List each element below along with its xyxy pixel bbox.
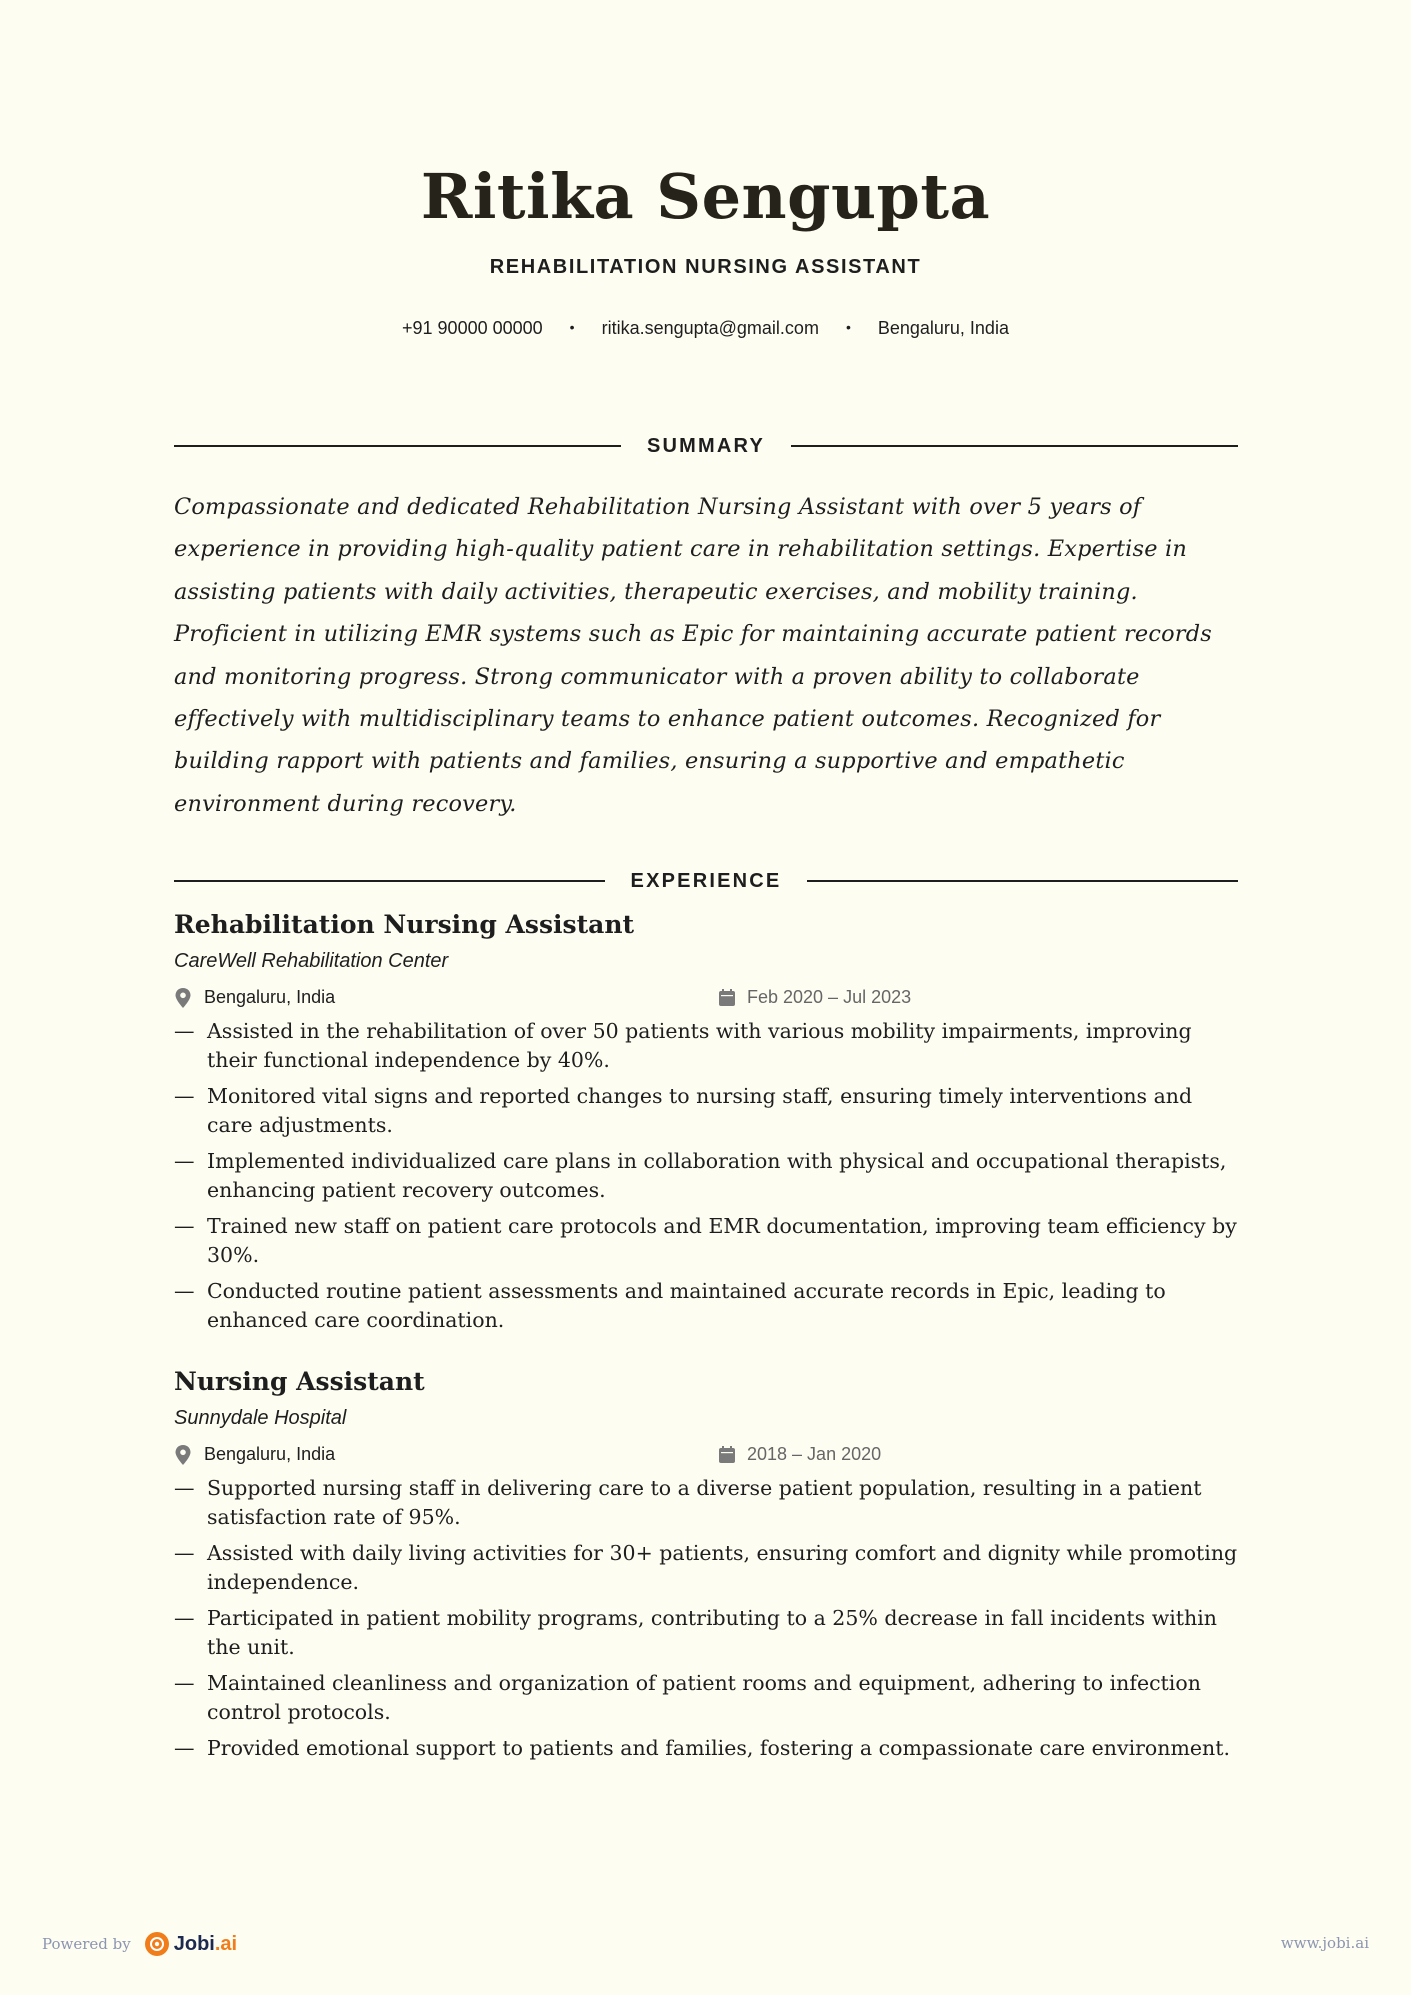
calendar-icon [719, 989, 735, 1006]
jobi-logo-text: Jobi.ai [173, 1932, 238, 1955]
job-title: Rehabilitation Nursing Assistant [174, 910, 635, 939]
job-dates [719, 1444, 881, 1465]
contact-separator: • [845, 318, 851, 335]
calendar-icon [719, 1446, 735, 1463]
job-location-text: Bengaluru, India [204, 1444, 336, 1464]
bullet-text: Supported nursing staff in delivering care to a diverse patient population, resulting in a patient satisfaction rate of 95%. [207, 1476, 1202, 1529]
bullet-text: Provided emotional support to patients and families, fostering a compassionate care environment. [207, 1736, 1230, 1760]
powered-by-text: Powered by [42, 1935, 131, 1953]
experience-heading-label: EXPERIENCE [630, 869, 782, 892]
list-item: — Monitored vital signs and reported changes to nursing staff, ensuring timely interventions and care adjustments. [174, 1084, 1193, 1137]
summary-text: Compassionate and dedicated Rehabilitation Nursing Assistant with over 5 years of experience in providing high-quality patient care in rehabilitation settings. Expertise in assisting patients with daily activities, therapeutic exercises, and mobility training. Proficient in utilizing EMR systems such as Epic for maintaining accurate patient records and monitoring progress. Strong communicator with a proven ability to collaborate effectively with multidisciplinary teams to enhance patient outcomes. Recognized for building rapport with patients and families, ensuring a supportive and empathetic environment during recovery. [174, 494, 1212, 817]
summary-heading [174, 431, 1238, 461]
jobi-logo[interactable] [145, 1932, 237, 1956]
list-item: — Supported nursing staff in delivering care to a diverse patient population, resulting in a patient satisfaction rate of 95%. [174, 1476, 1202, 1529]
contact-location: Bengaluru, India [877, 318, 1009, 338]
bullet-text: Maintained cleanliness and organization of patient rooms and equipment, adhering to infection control protocols. [207, 1671, 1201, 1724]
heading-rule-right [791, 445, 1238, 447]
job-title: Nursing Assistant [174, 1367, 425, 1396]
heading-rule-right [807, 880, 1238, 882]
job-location-text: Bengaluru, India [204, 987, 336, 1007]
bullet-text: Conducted routine patient assessments and maintained accurate records in Epic, leading to enhanced care coordination. [207, 1279, 1166, 1332]
candidate-title: REHABILITATION NURSING ASSISTANT [489, 256, 922, 278]
list-item: — Assisted with daily living activities for 30+ patients, ensuring comfort and dignity while promoting independence. [174, 1541, 1238, 1594]
job-location [174, 1444, 335, 1465]
job-company: Sunnydale Hospital [174, 1407, 347, 1429]
experience-entry [174, 907, 1238, 1342]
list-item: — Implemented individualized care plans in collaboration with physical and occupational therapists, enhancing patient recovery outcomes. [174, 1149, 1227, 1202]
job-bullets [174, 1474, 1238, 1763]
job-dates [719, 987, 911, 1008]
contact-line [0, 318, 1411, 339]
footer-website-link[interactable]: www.jobi.ai [1280, 1934, 1369, 1952]
heading-rule-left [174, 880, 605, 882]
list-item: — Provided emotional support to patients and families, fostering a compassionate care environment. [174, 1736, 1230, 1760]
job-location [174, 987, 335, 1008]
summary-heading-label: SUMMARY [647, 434, 765, 457]
bullet-text: Monitored vital signs and reported changes to nursing staff, ensuring timely interventions and care adjustments. [207, 1084, 1193, 1137]
contact-separator: • [569, 318, 575, 335]
bullet-text: Implemented individualized care plans in collaboration with physical and occupational therapists, enhancing patient recovery outcomes. [207, 1149, 1227, 1202]
experience-entry [174, 1364, 1238, 1770]
job-meta [174, 1436, 1238, 1474]
list-item: — Trained new staff on patient care protocols and EMR documentation, improving team efficiency by 30%. [174, 1214, 1237, 1267]
bullet-text: Participated in patient mobility programs, contributing to a 25% decrease in fall incidents within the unit. [207, 1606, 1217, 1659]
contact-phone: +91 90000 00000 [402, 318, 543, 338]
job-dates-text: Feb 2020 – Jul 2023 [747, 987, 912, 1007]
bullet-text: Assisted with daily living activities for 30+ patients, ensuring comfort and dignity while promoting independence. [207, 1541, 1238, 1594]
contact-email: ritika.sengupta@gmail.com [601, 318, 819, 338]
map-pin-icon [174, 988, 192, 1008]
experience-heading [174, 866, 1238, 896]
list-item: — Assisted in the rehabilitation of over 50 patients with various mobility impairments, improving their functional independence by 40%. [174, 1019, 1192, 1072]
candidate-name: Ritika Sengupta [420, 160, 991, 233]
jobi-logo-icon [145, 1932, 169, 1956]
job-meta [174, 979, 1238, 1017]
bullet-text: Trained new staff on patient care protocols and EMR documentation, improving team efficiency by 30%. [207, 1214, 1237, 1267]
list-item: — Conducted routine patient assessments and maintained accurate records in Epic, leading to enhanced care coordination. [174, 1279, 1166, 1332]
list-item: — Participated in patient mobility programs, contributing to a 25% decrease in fall incidents within the unit. [174, 1606, 1217, 1659]
job-bullets [174, 1017, 1238, 1335]
map-pin-icon [174, 1445, 192, 1465]
bullet-text: Assisted in the rehabilitation of over 50 patients with various mobility impairments, improving their functional independence by 40%. [207, 1019, 1192, 1072]
heading-rule-left [174, 445, 621, 447]
job-company: CareWell Rehabilitation Center [174, 950, 449, 972]
job-dates-text: 2018 – Jan 2020 [747, 1444, 882, 1464]
list-item: — Maintained cleanliness and organization of patient rooms and equipment, adhering to infection control protocols. [174, 1671, 1201, 1724]
footer-powered-by [42, 1932, 237, 1956]
